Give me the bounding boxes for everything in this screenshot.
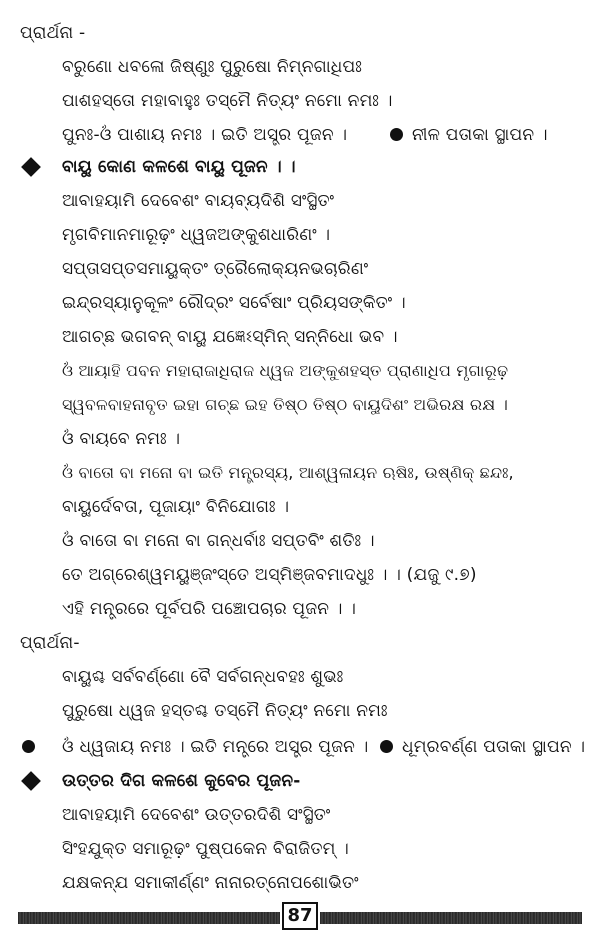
verse-line: ଆଗଚ୍ଛ ଭଗବନ୍ ବାୟୁ ଯଜ୍ଞେଽସ୍ମିନ୍ ସନ୍ନିଧୋ ଭବ । <box>62 327 398 347</box>
verse-line: ଓଁ ବାତୋ ବା ମନୋ ବା ଇତି ମନ୍ତ୍ରସ୍ୟ, ଆଶ୍ୱଳାୟନ ଋଷିଃ, ଉଷ୍ଣିକ୍ ଛନ୍ଦଃ, <box>62 463 514 482</box>
verse-line: ବାୟୁଶ୍ଚ ସର୍ବବର୍ଣ୍ଣୋ ବୈ ସର୍ବଗନ୍ଧବହଃ ଶୁଭଃ <box>62 667 344 687</box>
section-heading: ଉତ୍ତର ଦିଗ କଳଶେ କୁବେର ପୂଜନ- <box>62 771 301 791</box>
verse-line: ଇନ୍ଦ୍ରସ୍ୟାନୁକୂଳଂ ରୌଦ୍ରଂ ସର୍ବେଷାଂ ପ୍ରିୟସଙ୍କିତଂ । <box>62 293 406 313</box>
verse-line: ପୁନଃ-ଓଁ ପାଶାୟ ନମଃ । ଇତି ଅସ୍ତ୍ର ପୂଜନ । <box>62 125 348 145</box>
verse-line: ଆବାହୟାମି ଦେବେଶଂ ଉତ୍ତରଦିଶି ସଂସ୍ଥିତଂ <box>62 805 331 825</box>
section-heading: ବାୟୁ କୋଣ କଳଶେ ବାୟୁ ପୂଜନ । । <box>62 157 296 177</box>
footer-rule-left <box>18 912 280 924</box>
heading-prarthana: ପ୍ରାର୍ଥନା - <box>20 23 86 43</box>
verse-line: ପୁରୁଷୋ ଧ୍ୱଜ ହସ୍ତଶ୍ଚ ତସ୍ମୈ ନିତ୍ୟଂ ନମୋ ନମଃ <box>62 701 388 721</box>
verse-line: ପାଶହସ୍ତୋ ମହାବାହୁଃ ତସ୍ମୈ ନିତ୍ୟଂ ନମୋ ନମଃ । <box>62 91 393 111</box>
verse-line: ମୃଗବିମାନମାରୂଢ଼ଂ ଧ୍ୱଜଅଙ୍କୁଶଧାରିଣଂ । <box>62 225 331 245</box>
verse-line: ତେ ଅଗ୍ରେଶ୍ୱମୟୁଞ୍ଜଂସ୍ତେ ଅସ୍ମିଞ୍ଜବମାଦଧୁଃ । । (ଯଜୁ ୯.୭) <box>62 565 477 585</box>
verse-line: ଆବାହୟାମି ଦେବେଶଂ ବାୟବ୍ୟଦିଶି ସଂସ୍ଥିତଂ <box>62 191 335 211</box>
verse-line: ଧୂମ୍ରବର୍ଣ୍ଣ ପତାକା ସ୍ଥାପନ । <box>402 737 586 757</box>
bullet-dot-icon <box>390 128 403 141</box>
diamond-bullet-icon <box>21 771 41 791</box>
heading-prarthana: ପ୍ରାର୍ଥନା- <box>20 633 80 653</box>
footer-rule-right <box>320 912 582 924</box>
verse-line: ଏହି ମନ୍ତ୍ରରେ ପୂର୍ବପରି ପଞ୍ଚୋପଚାର ପୂଜନ । । <box>62 599 357 619</box>
diamond-bullet-icon <box>21 157 41 177</box>
page-number: 87 <box>282 902 318 930</box>
verse-line: ସ୍ୱବଳବାହନାବୃତ ଇହା ଗଚ୍ଛ ଇହ ତିଷ୍ଠ ତିଷ୍ଠ ବାୟୁଦିଶଂ ଅଭିରକ୍ଷ ରକ୍ଷ । <box>62 395 509 414</box>
verse-line: ଓଁ ବାତୋ ବା ମନୋ ବା ଗନ୍ଧର୍ବାଃ ସପ୍ତବିଂ ଶତିଃ । <box>62 531 375 551</box>
bullet-dot-icon <box>380 740 393 753</box>
bullet-dot-icon <box>22 740 35 753</box>
verse-line: ବରୁଣୋ ଧବଳୋ ଜିଷ୍ଣୁଃ ପୁରୁଷୋ ନିମ୍ନଗାଧିପଃ <box>62 57 363 77</box>
verse-line: ଓଁ ବାୟବେ ନମଃ । <box>62 429 181 449</box>
verse-line: ଓଁ ଧ୍ୱଜାୟ ନମଃ । ଇତି ମନ୍ତ୍ରେ ଅସ୍ତ୍ର ପୂଜନ । <box>62 737 369 757</box>
verse-line: ବାୟୁର୍ଦେବତା, ପୂଜାୟାଂ ବିନିଯୋଗଃ । <box>62 497 290 517</box>
verse-line: ନୀଳ ପତାକା ସ୍ଥାପନ । <box>412 125 548 145</box>
verse-line: ଓଁ ଆୟାହି ପବନ ମହାରାଜାଧିରାଜ ଧ୍ୱଜ ଅଙ୍କୁଶହସ୍ତ ପ୍ରାଣାଧିପ ମୃଗାରୂଢ଼ <box>62 361 509 380</box>
verse-line: ସପ୍ତାସପ୍ତସମାୟୁକ୍ତଂ ତ୍ରୈଲୋକ୍ୟନଭଚାରିଣଂ <box>62 259 369 279</box>
verse-line: ସିଂହଯୁକ୍ତ ସମାରୂଢ଼ଂ ପୁଷ୍ପକେନ ବିରାଜିତମ୍ । <box>62 839 350 859</box>
verse-line: ଯକ୍ଷକନ୍ଯ ସମାକୀର୍ଣ୍ଣଂ ନାନାରତ୍ନୋପଶୋଭିତଂ <box>62 873 359 893</box>
